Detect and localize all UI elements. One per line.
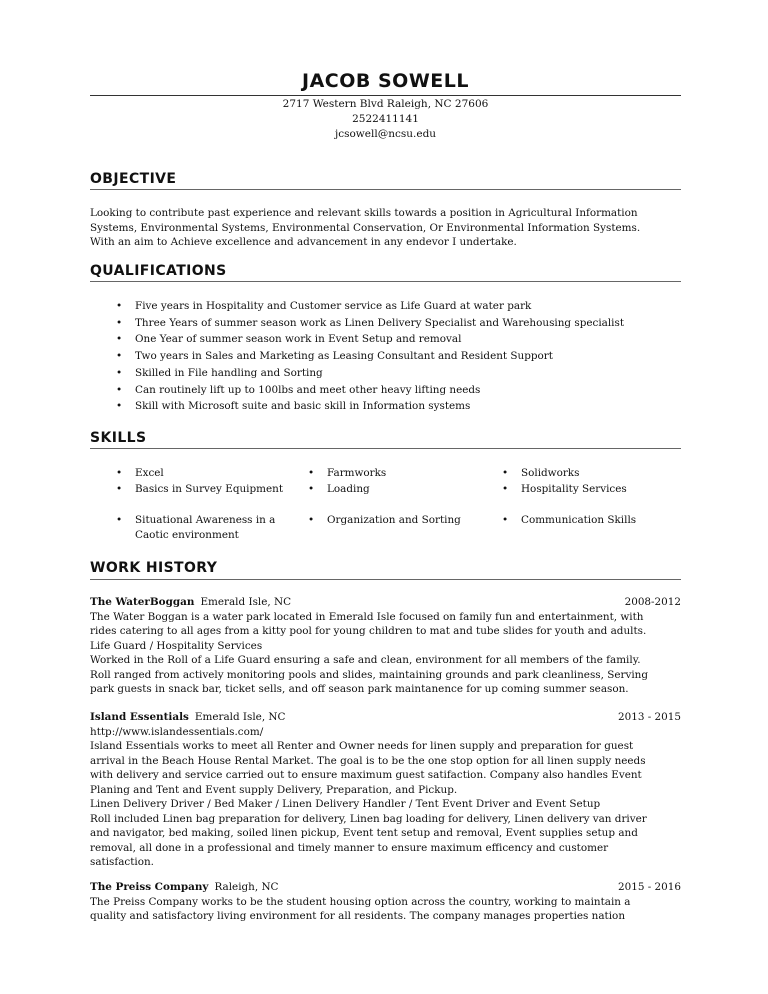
phone: 2522411141 — [352, 113, 419, 125]
email: jcsowell@ncsu.edu — [334, 128, 437, 140]
job-description-line: Island Essentials works to meet all Renter and Owner needs for linen supply and preparation for guest — [90, 740, 634, 752]
job-dates: 2013 - 2015 — [617, 711, 681, 723]
job-location: Raleigh, NC — [214, 881, 279, 893]
skill-item: • Situational Awareness in a Caotic environment — [116, 513, 290, 543]
job-description-line: park guests in snack bar, ticket sells, and off season park maintanence for up coming summer season. — [90, 683, 629, 695]
qualification-item: • One Year of summer season work in Event Setup and removal — [116, 331, 676, 348]
job-entry-waterboggan — [90, 595, 681, 697]
qualification-item: • Three Years of summer season work as Linen Delivery Specialist and Warehousing specialist — [116, 315, 676, 332]
qualifications-divider — [90, 281, 681, 282]
job-description-line: removal, all done in a professional and timely manner to ensure maximum efficency and customer — [90, 841, 609, 854]
job-location: Emerald Isle, NC — [200, 596, 292, 608]
objective-text — [90, 206, 681, 250]
company-name: Island Essentials — [90, 711, 189, 723]
work-history-divider — [90, 579, 681, 580]
company-name: The Preiss Company — [90, 881, 209, 893]
skill-item: • Organization and Sorting — [308, 513, 478, 528]
qualifications-list — [116, 298, 676, 415]
name-divider — [90, 95, 681, 96]
skill-item: • Communication Skills — [502, 513, 672, 528]
qualification-item: • Two years in Sales and Marketing as Leasing Consultant and Resident Support — [116, 348, 676, 365]
skill-item: • Loading — [308, 482, 478, 513]
job-dates: 2015 - 2016 — [617, 881, 681, 893]
job-description-line: with delivery and service carried out to ensure maximum guest satifaction. Company also handles Event — [90, 769, 642, 781]
objective-heading: OBJECTIVE — [90, 171, 177, 187]
skill-item: • Farmworks — [308, 466, 478, 482]
job-dates: 2008-2012 — [624, 596, 681, 608]
address: 2717 Western Blvd Raleigh, NC 27606 — [282, 98, 489, 110]
skill-item: • Hospitality Services — [502, 482, 672, 513]
objective-line: Looking to contribute past experience and relevant skills towards a position in Agricultural Information — [90, 207, 638, 219]
job-description-line: rides catering to all ages from a kitty pool for young children to mat and tube slides for youth and adults. — [90, 625, 647, 637]
job-entry-preiss-company — [90, 880, 681, 924]
skills-column-3 — [502, 466, 672, 528]
job-description-line: satisfaction. — [90, 856, 154, 868]
job-description-line: Linen Delivery Driver / Bed Maker / Linen Delivery Handler / Tent Event Driver and Event Setup — [90, 798, 601, 810]
job-description-line: Planing and Tent and Event supply Delivery, Preparation, and Pickup. — [90, 783, 458, 796]
skill-item: • Basics in Survey Equipment — [116, 482, 285, 513]
job-description-line: Roll included Linen bag preparation for delivery, Linen bag loading for delivery, Linen delivery van driver — [90, 812, 647, 825]
job-header — [90, 880, 681, 895]
job-header — [90, 595, 681, 610]
job-entry-island-essentials — [90, 710, 681, 870]
objective-divider — [90, 189, 681, 190]
job-description-line: The Preiss Company works to be the student housing option across the country, working to maintain a — [90, 895, 631, 908]
skills-heading: SKILLS — [90, 430, 147, 446]
company-name: The WaterBoggan — [90, 596, 195, 608]
job-description-line: quality and satisfactory living environment for all residents. The company manages properties nation — [90, 910, 626, 922]
company-website-link[interactable]: http://www.islandessentials.com/ — [90, 725, 264, 738]
skills-divider — [90, 448, 681, 449]
skills-column-1 — [116, 466, 286, 543]
job-description-line: Roll ranged from actively monitoring pools and slides, maintaining grounds and park cleanliness, Serving — [90, 668, 648, 681]
skill-item: • Solidworks — [502, 466, 672, 482]
qualification-item: • Skill with Microsoft suite and basic skill in Information systems — [116, 398, 676, 415]
skill-item: • Excel — [116, 466, 286, 482]
job-description-line: The Water Boggan is a water park located in Emerald Isle focused on family fun and entertainment, with — [90, 610, 644, 623]
job-location: Emerald Isle, NC — [194, 711, 286, 723]
job-description-line: Worked in the Roll of a Life Guard ensuring a safe and clean, environment for all members of the family. — [90, 654, 641, 666]
objective-line: With an aim to Achieve excellence and advancement in any endevor I undertake. — [90, 236, 517, 248]
job-description-line: and navigator, bed making, soiled linen pickup, Event tent setup and removal, Event supplies setup and — [90, 827, 638, 839]
contact-block — [90, 97, 681, 142]
job-description-line: arrival in the Beach House Rental Market. The goal is to be the one stop option for all linen supply needs — [90, 754, 646, 767]
qualification-item: • Skilled in File handling and Sorting — [116, 365, 676, 382]
skills-column-2 — [308, 466, 478, 528]
job-header — [90, 710, 681, 725]
work-history-heading: WORK HISTORY — [90, 560, 218, 576]
qualification-item: • Five years in Hospitality and Customer service as Life Guard at water park — [116, 298, 676, 315]
applicant-name: JACOB SOWELL — [302, 70, 469, 92]
qualifications-heading: QUALIFICATIONS — [90, 263, 227, 279]
objective-line: Systems, Environmental Systems, Environmental Conservation, Or Environmental Information Systems. — [90, 221, 641, 234]
qualification-item: • Can routinely lift up to 100lbs and meet other heavy lifting needs — [116, 382, 676, 399]
job-description-line: Life Guard / Hospitality Services — [90, 639, 263, 652]
